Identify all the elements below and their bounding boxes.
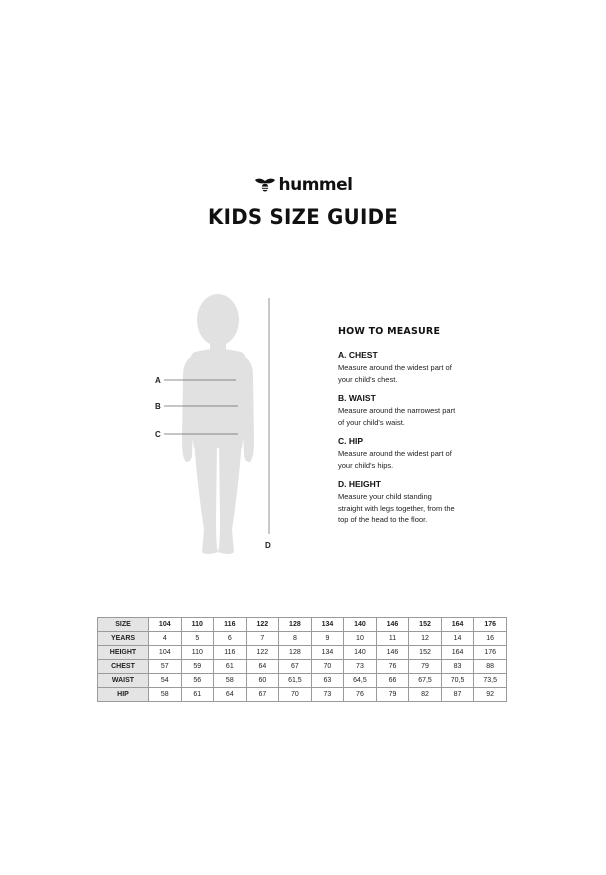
measure-item-text: Measure your child standing straight with legs together, from the top of the head to the floor. (338, 492, 455, 524)
page-title: KIDS SIZE GUIDE (207, 205, 399, 229)
table-row (98, 632, 507, 646)
table-cell: 79 (409, 660, 442, 674)
measure-item-hip (338, 436, 538, 471)
table-cell: 116 (214, 618, 247, 632)
table-cell: 76 (376, 660, 409, 674)
table-cell: 11 (376, 632, 409, 646)
table-cell: 76 (344, 688, 377, 702)
label-b: B (155, 402, 161, 411)
table-cell: 63 (311, 674, 344, 688)
table-cell: 110 (181, 646, 214, 660)
table-cell: 146 (376, 646, 409, 660)
table-cell: 67 (246, 688, 279, 702)
table-cell: 10 (344, 632, 377, 646)
table-cell: 79 (376, 688, 409, 702)
row-header: WAIST (98, 674, 149, 688)
table-cell: 176 (474, 646, 507, 660)
table-cell: 8 (279, 632, 312, 646)
table-cell: 4 (149, 632, 182, 646)
child-measurement-diagram (150, 290, 290, 565)
measure-item-chest (338, 350, 538, 385)
label-d: D (265, 541, 271, 550)
row-header: CHEST (98, 660, 149, 674)
table-cell: 146 (376, 618, 409, 632)
bee-icon (254, 178, 276, 192)
table-row (98, 674, 507, 688)
table-cell: 128 (279, 618, 312, 632)
table-cell: 87 (441, 688, 474, 702)
table-cell: 64 (246, 660, 279, 674)
measure-item-title: C. HIP (338, 436, 364, 446)
table-cell: 57 (149, 660, 182, 674)
row-header: YEARS (98, 632, 149, 646)
table-cell: 14 (441, 632, 474, 646)
table-cell: 140 (344, 618, 377, 632)
table-cell: 58 (214, 674, 247, 688)
measure-item-waist (338, 393, 538, 428)
table-cell: 73 (344, 660, 377, 674)
label-a: A (155, 376, 161, 385)
table-cell: 56 (181, 674, 214, 688)
table-cell: 134 (311, 618, 344, 632)
child-silhouette (150, 290, 290, 565)
brand-logo (0, 174, 606, 196)
table-cell: 83 (441, 660, 474, 674)
table-cell: 92 (474, 688, 507, 702)
label-c: C (155, 430, 161, 439)
table-cell: 7 (246, 632, 279, 646)
measure-item-title: B. WAIST (338, 393, 376, 403)
table-cell: 60 (246, 674, 279, 688)
table-cell: 70 (311, 660, 344, 674)
table-cell: 134 (311, 646, 344, 660)
table-cell: 152 (409, 646, 442, 660)
table-cell: 104 (149, 646, 182, 660)
measure-item-title: A. CHEST (338, 350, 378, 360)
table-row (98, 618, 507, 632)
table-cell: 82 (409, 688, 442, 702)
table-cell: 104 (149, 618, 182, 632)
row-header: SIZE (98, 618, 149, 632)
table-cell: 61 (181, 688, 214, 702)
table-cell: 67,5 (409, 674, 442, 688)
table-cell: 67 (279, 660, 312, 674)
table-cell: 66 (376, 674, 409, 688)
table-row (98, 646, 507, 660)
table-cell: 164 (441, 618, 474, 632)
table-cell: 73,5 (474, 674, 507, 688)
how-to-measure-title: HOW TO MEASURE (338, 326, 441, 337)
size-table (97, 617, 507, 702)
table-cell: 88 (474, 660, 507, 674)
brand-name: hummel (278, 175, 353, 195)
table-cell: 9 (311, 632, 344, 646)
table-cell: 70,5 (441, 674, 474, 688)
table-cell: 73 (311, 688, 344, 702)
table-cell: 64,5 (344, 674, 377, 688)
table-cell: 12 (409, 632, 442, 646)
table-cell: 61,5 (279, 674, 312, 688)
table-cell: 110 (181, 618, 214, 632)
table-cell: 54 (149, 674, 182, 688)
measure-item-title: D. HEIGHT (338, 479, 381, 489)
table-cell: 140 (344, 646, 377, 660)
table-cell: 70 (279, 688, 312, 702)
table-cell: 122 (246, 646, 279, 660)
table-cell: 59 (181, 660, 214, 674)
table-cell: 6 (214, 632, 247, 646)
table-row (98, 688, 507, 702)
table-cell: 128 (279, 646, 312, 660)
table-cell: 58 (149, 688, 182, 702)
table-row (98, 660, 507, 674)
table-cell: 16 (474, 632, 507, 646)
table-cell: 164 (441, 646, 474, 660)
how-to-measure (338, 326, 538, 534)
row-header: HEIGHT (98, 646, 149, 660)
table-cell: 61 (214, 660, 247, 674)
table-cell: 5 (181, 632, 214, 646)
table-cell: 176 (474, 618, 507, 632)
table-cell: 116 (214, 646, 247, 660)
table-cell: 122 (246, 618, 279, 632)
measure-item-text: Measure around the narrowest part of your child's waist. (338, 406, 456, 427)
table-cell: 152 (409, 618, 442, 632)
row-header: HIP (98, 688, 149, 702)
measure-item-text: Measure around the widest part of your child's chest. (338, 363, 452, 384)
measure-item-text: Measure around the widest part of your child's hips. (338, 449, 452, 470)
size-table-body (98, 618, 507, 702)
table-cell: 64 (214, 688, 247, 702)
measure-item-height (338, 479, 538, 526)
